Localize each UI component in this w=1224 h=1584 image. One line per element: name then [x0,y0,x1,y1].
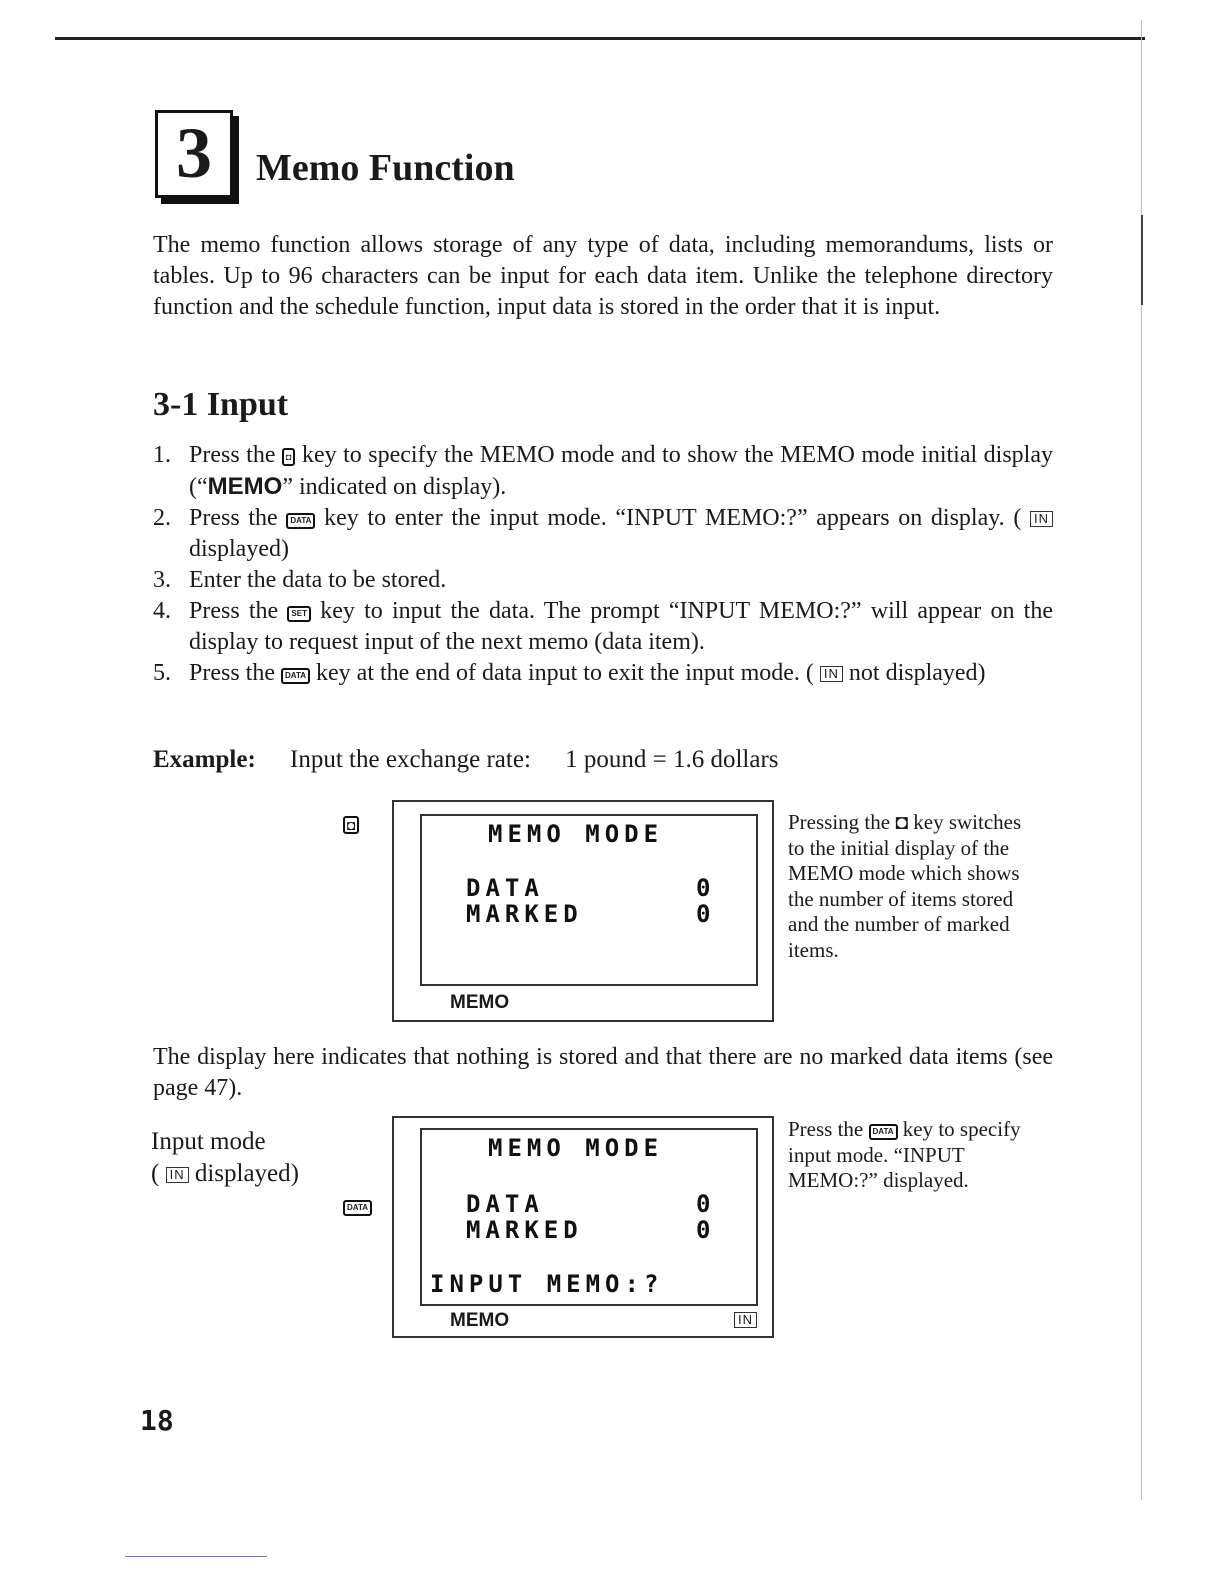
step-text: ” indicated on display). [282,474,507,500]
lcd-display-1 [392,800,774,1022]
middle-paragraph: The display here indicates that nothing is stored and that there are no marked data items (see page 47). [153,1044,1053,1101]
lcd-marked-value: 0 [696,1216,716,1244]
paren: ( [151,1160,160,1187]
step-text: not displayed) [848,660,986,686]
in-indicator-icon: IN [166,1167,189,1183]
in-indicator-icon: IN [734,1312,757,1328]
memo-key-icon: ◘ [282,448,295,466]
input-mode-indicator-line [151,1158,299,1190]
input-mode-text: Input mode [151,1128,266,1155]
steps-list [153,440,1053,689]
step-text: Enter the data to be stored. [189,567,447,593]
step-text: key to enter the input mode. “INPUT MEMO:?” appears on display. ( [324,505,1022,531]
lcd-data-value: 0 [696,874,716,902]
step-text: key at the end of data input to exit the input mode. ( [316,660,814,686]
display-2-note [788,1117,1038,1194]
lcd-status-memo: MEMO [450,992,510,1013]
memo-indicator-text: MEMO [207,473,283,500]
step-4 [153,596,1053,658]
step-text: Press the [189,442,276,468]
chapter-title: Memo Function [256,147,515,189]
step-text: displayed) [189,536,289,562]
step-number: 3. [153,567,171,593]
step-2 [153,503,1053,565]
lcd-display-2 [392,1116,774,1338]
example-text: Input the exchange rate: [290,746,531,773]
step-text: key to input the data. The prompt “INPUT MEMO:?” will appear on the display to request input of the next memo (data item). [189,598,1054,655]
lcd-status-memo: MEMO [450,1310,510,1331]
step-text: Press the [189,660,275,686]
note-text: Press the [788,1117,864,1141]
in-indicator-icon: IN [820,666,843,682]
example-label: Example: [153,746,256,773]
section-title: 3-1 Input [153,386,289,423]
display-1-note: Pressing the ◘ key switches to the initial display of the MEMO mode which shows the number of items stored and the number of marked items. [788,810,1022,962]
lcd-marked-label: MARKED [466,900,583,928]
lcd-data-label: DATA [466,1190,544,1218]
step-number: 1. [153,442,171,468]
step-number: 4. [153,598,171,624]
data-key-icon: DATA [869,1124,898,1140]
chapter-number: 3 [155,110,233,198]
step-text: Press the [189,505,278,531]
step-3 [153,565,1053,596]
in-indicator-icon: IN [1030,511,1053,527]
lcd-marked-label: MARKED [466,1216,583,1244]
displayed-text: displayed) [194,1160,299,1187]
data-key-icon: DATA [281,668,310,684]
data-key-icon: DATA [286,513,315,529]
step-5 [153,658,1053,689]
lcd-title: MEMO MODE [488,1134,664,1162]
memo-key-icon: ◘ [343,816,359,834]
lcd-marked-value: 0 [696,900,716,928]
input-mode-label [151,1126,299,1190]
intro-paragraph: The memo function allows storage of any type of data, including memorandums, lists or tables. Up to 96 characters can be input for each data item. Unlike the telephone directory function and the schedule function, input data is stored in the order that it is input. [153,232,1053,320]
step-number: 5. [153,660,171,686]
step-1 [153,440,1053,503]
bottom-mark [125,1556,267,1557]
set-key-icon: SET [287,606,311,622]
right-edge-mark [1141,215,1143,305]
top-rule [55,37,1145,40]
example-value: 1 pound = 1.6 dollars [565,746,779,773]
data-key-icon: DATA [343,1200,372,1216]
note-text: key to specify input mode. “INPUT MEMO:?” displayed. [788,1117,1021,1192]
lcd-prompt: INPUT MEMO:? [430,1270,664,1298]
step-text: key to specify the MEMO mode and to show the MEMO mode initial display (“ [189,442,1053,500]
example-line [153,746,779,774]
step-number: 2. [153,505,171,531]
step-text: Press the [189,598,279,624]
page-number: 18 [140,1404,174,1437]
lcd-title: MEMO MODE [488,820,664,848]
lcd-data-label: DATA [466,874,544,902]
lcd-data-value: 0 [696,1190,716,1218]
